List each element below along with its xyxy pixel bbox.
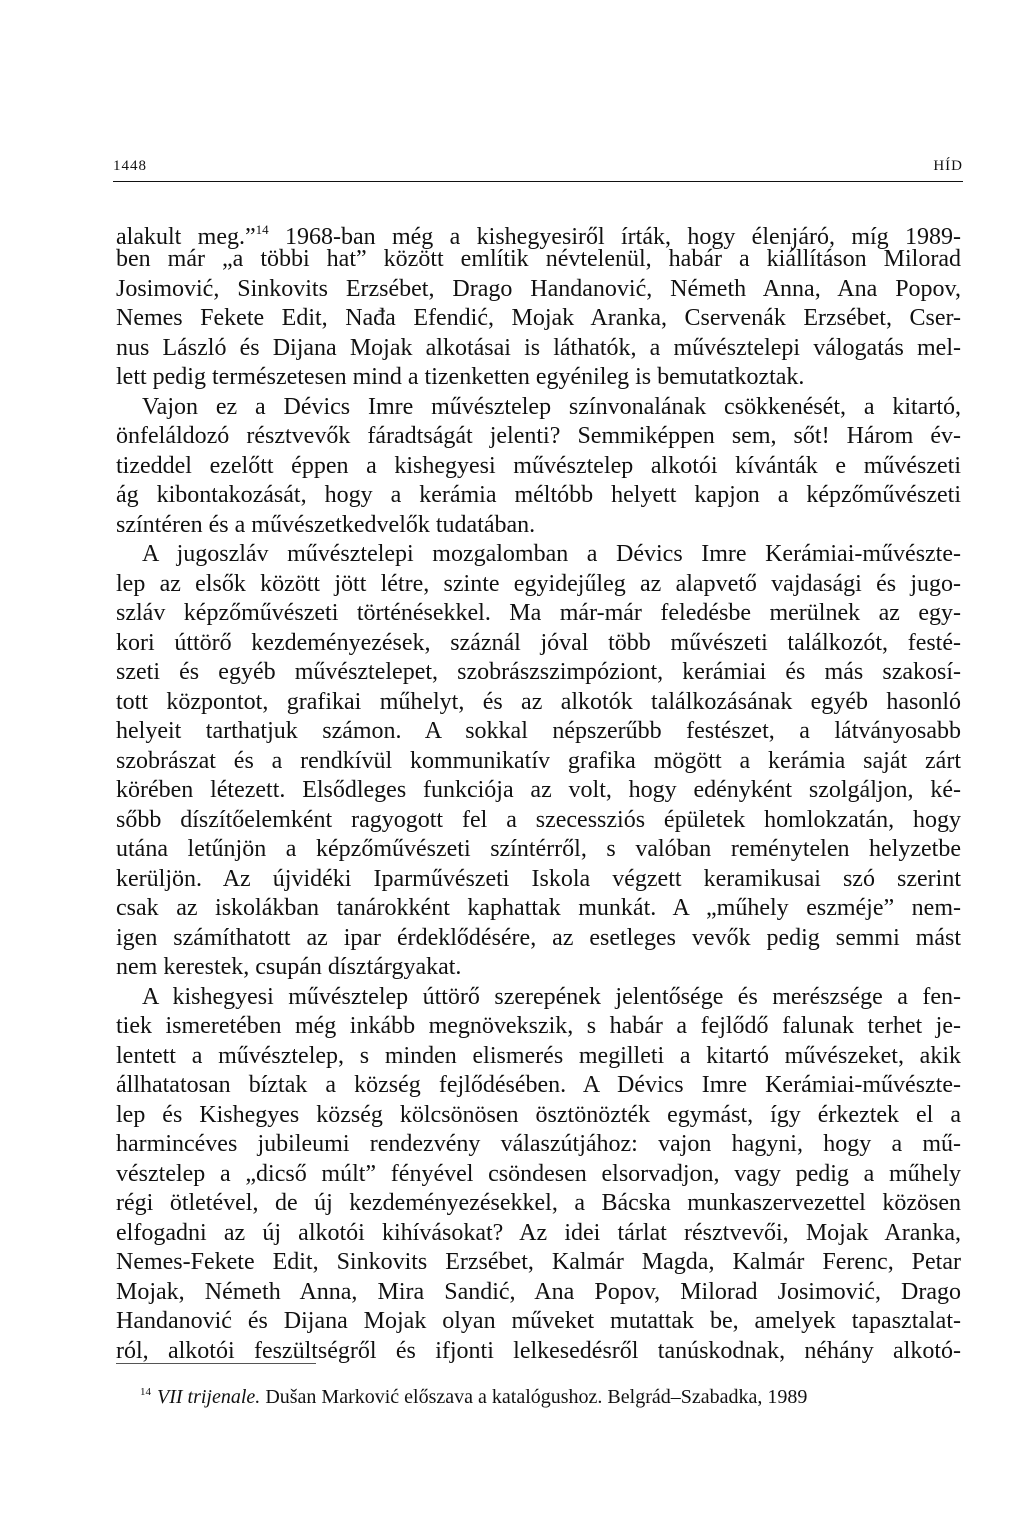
text-line: sőbb díszítőelemként ragyogott fel a szecessziós épületek homlokzatán, hogy <box>116 807 961 833</box>
text-line: ben már „a többi hat” között említik névtelenül, habár a kiállításon Milorad <box>116 246 961 272</box>
text-line: tizeddel ezelőtt éppen a kishegyesi művésztelep alkotói kívánták e művészeti <box>116 453 961 479</box>
header-rule <box>113 181 963 182</box>
text-line: lep az elsők között jött létre, szinte egyidejűleg az alapvető vajdasági és jugo- <box>116 571 961 597</box>
text-line: önfeláldozó résztvevők fáradtságát jelenti? Semmiképpen sem, sőt! Három év- <box>116 423 961 449</box>
footnote-title: VII trijenale. <box>157 1386 261 1408</box>
footnote-reference: 14 <box>255 222 269 237</box>
journal-title: HÍD <box>933 158 963 174</box>
footnote-rule <box>116 1363 316 1364</box>
text-line: színtéren és a művészetkedvelők tudatában. <box>116 512 536 538</box>
text-line: ról, alkotói feszültségről és ifjonti lelkesedésről tanúskodnak, néhány alkotó- <box>116 1338 961 1364</box>
text-line: nem kerestek, csupán dísztárgyakat. <box>116 954 462 980</box>
text-line: szeti és egyéb művésztelepet, szobrászszimpóziont, kerámiai és más szakosí- <box>116 659 961 685</box>
text-line: lentett a művésztelep, s minden elismerés megilleti a kitartó művészeket, akik <box>116 1043 961 1069</box>
text-line: lett pedig természetesen mind a tizenketten egyénileg is bemutatkoztak. <box>116 364 805 390</box>
text-line: lep és Kishegyes község kölcsönösen ösztönözték egymást, így érkeztek el a <box>116 1102 961 1128</box>
text-line: tiek ismeretében még inkább megnövekszik, s habár a fejlődő falunak terhet je- <box>116 1013 961 1039</box>
page-number: 1448 <box>113 158 147 174</box>
footnote <box>140 1380 807 1409</box>
text-line: Nemes-Fekete Edit, Sinkovits Erzsébet, Kalmár Magda, Kalmár Ferenc, Petar <box>116 1249 961 1275</box>
text-line: elfogadni az új alkotói kihívásokat? Az idei tárlat résztvevői, Mojak Aranka, <box>116 1220 961 1246</box>
text-line: körében létezett. Elsődleges funkciója az volt, hogy edényként szolgáljon, ké- <box>116 777 961 803</box>
text-line: csak az iskolákban tanárokként kaphattak munkát. A „műhely eszméje” nem- <box>116 895 961 921</box>
text-line: igen számíthatott az ipar érdeklődésére, az esetleges vevők pedig semmi mást <box>116 925 961 951</box>
text-line: Josimović, Sinkovits Erzsébet, Drago Handanović, Németh Anna, Ana Popov, <box>116 276 961 302</box>
text-line: kerüljön. Az újvidéki Iparművészeti Iskola végzett keramikusai szó szerint <box>116 866 961 892</box>
text-line: Mojak, Németh Anna, Mira Sandić, Ana Popov, Milorad Josimović, Drago <box>116 1279 961 1305</box>
text-line: harmincéves jubileumi rendezvény válaszútjához: vajon hagyni, hogy a mű- <box>116 1131 961 1157</box>
text-line: szobrászat és a rendkívül kommunikatív grafika mögött a kerámia saját zárt <box>116 748 961 774</box>
text-segment: 1968-ban még a kishegyesiről írták, hogy élenjáró, míg 1989- <box>268 224 961 250</box>
text-line: Handanović és Dijana Mojak olyan műveket mutattak be, amelyek tapasztalat- <box>116 1308 961 1334</box>
text-line: ág kibontakozását, hogy a kerámia méltóbb helyett kapjon a képzőművészeti <box>116 482 961 508</box>
text-line: helyeit tarthatjuk számon. A sokkal népszerűbb festészet, a látványosabb <box>116 718 961 744</box>
text-line: A kishegyesi művésztelep úttörő szerepének jelentősége és merészsége a fen- <box>142 984 961 1010</box>
text-line: nus László és Dijana Mojak alkotásai is láthatók, a művésztelepi válogatás mel- <box>116 335 961 361</box>
text-line: állhatatosan bíztak a község fejlődésében. A Dévics Imre Kerámiai-művészte- <box>116 1072 961 1098</box>
footnote-marker: 14 <box>140 1386 151 1398</box>
text-line: vésztelep a „dicső múlt” fényével csöndesen elsorvadjon, vagy pedig a műhely <box>116 1161 961 1187</box>
text-line: A jugoszláv művésztelepi mozgalomban a Dévics Imre Kerámiai-művészte- <box>142 541 961 567</box>
text-line: régi ötletével, de új kezdeményezésekkel, a Bácska munkaszervezettel közösen <box>116 1190 961 1216</box>
text-segment: alakult meg.” <box>116 224 256 250</box>
text-line: tott központot, grafikai műhelyt, és az alkotók találkozásának egyéb hasonló <box>116 689 961 715</box>
text-line: szláv képzőművészeti történésekkel. Ma már-már feledésbe merülnek az egy- <box>116 600 961 626</box>
text-line: Vajon ez a Dévics Imre művésztelep színvonalának csökkenését, a kitartó, <box>142 394 961 420</box>
text-line: kori úttörő kezdeményezések, száznál jóval több művészeti találkozót, festé- <box>116 630 961 656</box>
footnote-text: Dušan Marković előszava a katalógushoz. Belgrád–Szabadka, 1989 <box>260 1386 808 1408</box>
text-line: utána letűnjön a képzőművészeti színtérről, s valóban reménytelen helyzetbe <box>116 836 961 862</box>
text-line: Nemes Fekete Edit, Nađa Efendić, Mojak Aranka, Cservenák Erzsébet, Cser- <box>116 305 961 331</box>
